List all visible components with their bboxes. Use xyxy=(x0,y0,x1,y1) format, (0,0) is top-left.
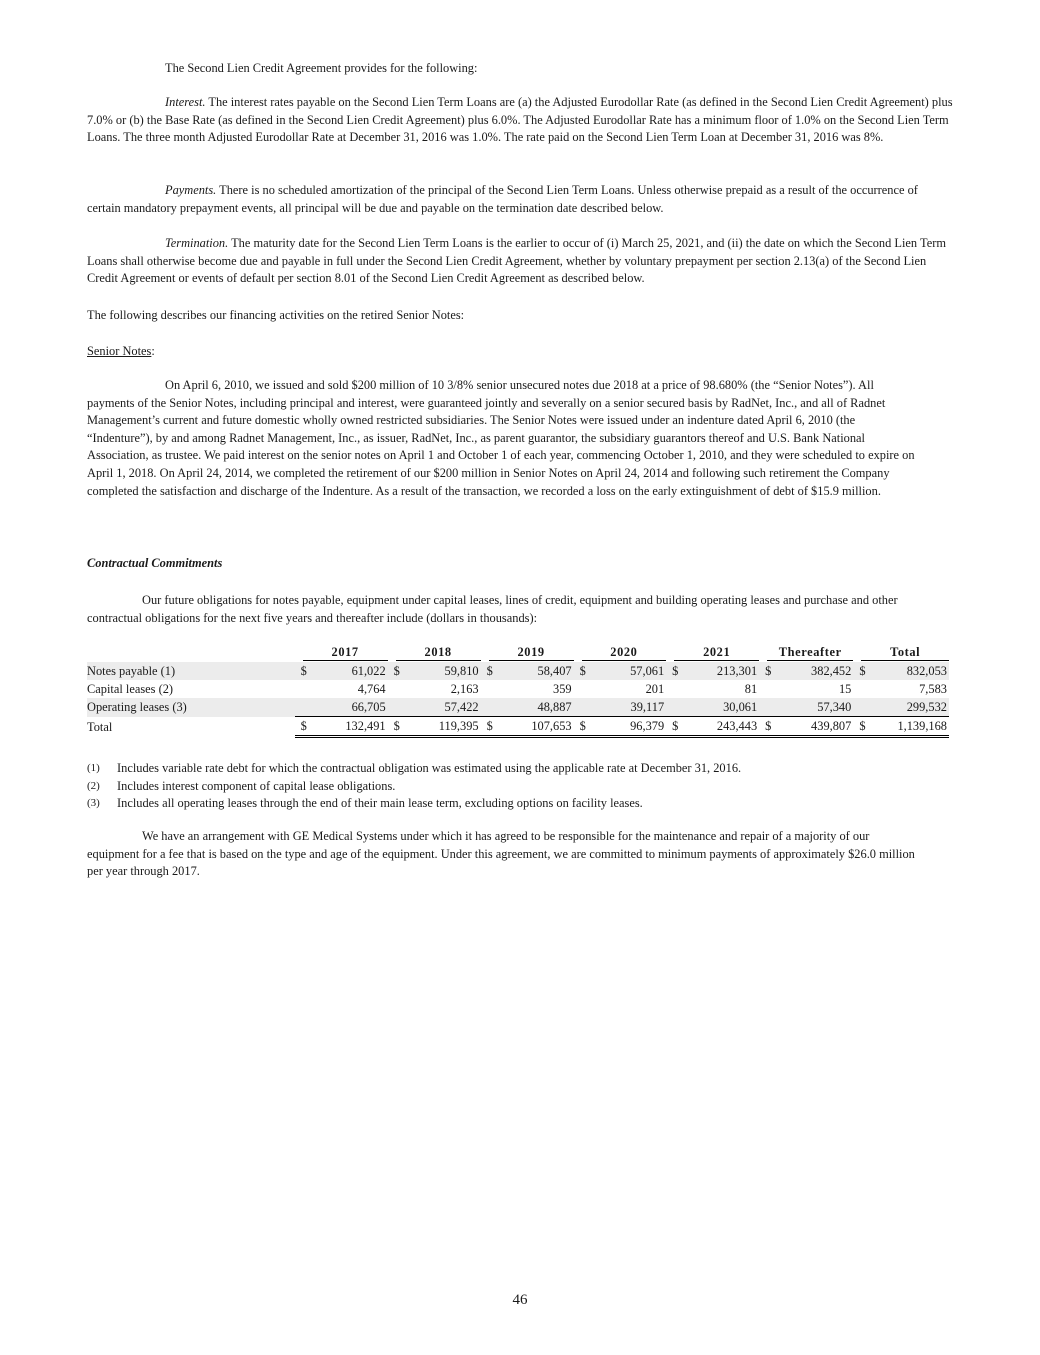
senior-notes-heading-text: Senior Notes xyxy=(87,344,152,358)
table-cell: 57,061 xyxy=(595,662,666,680)
retired-notes-intro: The following describes our financing activities on the retired Senior Notes: xyxy=(87,308,465,322)
footnote-text: Includes variable rate debt for which the contractual obligation was estimated using the applicable rate at December 31, 2016. xyxy=(117,761,742,775)
currency-symbol: $ xyxy=(759,662,781,680)
column-header: 2020 xyxy=(574,645,667,662)
footnotes xyxy=(87,760,953,813)
table-cell: 66,705 xyxy=(316,698,388,717)
ge-arrangement-paragraph: We have an arrangement with GE Medical Systems under which it has agreed to be responsible for the maintenance and repair of a majority of our equipment for a fee that is based on the type and age of the equipment. Under this agreement, we are committed to minimum payments of approximately $26.0 million per year through 2017. xyxy=(87,829,915,879)
footnote-text: Includes interest component of capital lease obligations. xyxy=(117,778,396,793)
column-header: 2017 xyxy=(295,645,388,662)
interest-text: The interest rates payable on the Second Lien Term Loans are (a) the Adjusted Eurodollar Rate (as defined in the Second Lien Credit Agreement) plus 7.0% or (b) the Base Rate (as defined in the Second Lien Credit Agreement) plus 6.0%. The Adjusted Eurodollar Rate has a minimum floor of 1.0% on the Second Lien Term Loans. The three month Adjusted Eurodollar Rate at December 31, 2016 was 1.0%. The rate paid on the Second Lien Term Loan at December 31, 2016 was 8%. xyxy=(87,95,953,145)
currency-symbol: $ xyxy=(759,717,781,737)
footnote-number: (3) xyxy=(87,797,100,810)
row-label: Capital leases (2) xyxy=(87,682,174,696)
column-header: Total xyxy=(853,645,949,662)
interest-label: Interest. xyxy=(165,95,206,109)
table-cell: 15 xyxy=(838,682,852,696)
table-cell: 382,452 xyxy=(781,662,854,680)
table-cell: 1,139,168 xyxy=(873,717,949,737)
senior-notes-paragraph: On April 6, 2010, we issued and sold $200 million of 10 3/8% senior unsecured notes due 2018 at a price of 98.680% (the “Senior Notes”). All payments of the Senior Notes, including principal and interest, were guaranteed jointly and severally on a senior secured basis by RadNet, Inc., and all of Radnet Management’s current and future domestic wholly owned restricted subsidiaries. The Senior Notes were issued under an indenture dated April 6, 2010 (the “Indenture”), by and among Radnet Management, Inc., as issuer, RadNet, Inc., as parent guarantor, the subsidiary guarantors thereof and U.S. Bank National Association, as trustee. We paid interest on the senior notes on April 1 and October 1 of each year, commencing October 1, 2010, and they were scheduled to expire on April 1, 2018. On April 24, 2014, we completed the retirement of our $200 million in Senior Notes on April 24, 2014 and following such retirement the Company completed the satisfaction and discharge of the Indenture. As a result of the transaction, we recorded a loss on the early extinguishment of debt of $15.9 million. xyxy=(87,378,915,498)
footnote-number: (1) xyxy=(87,762,100,774)
currency-symbol: $ xyxy=(853,717,872,737)
footnote xyxy=(87,795,953,813)
termination-label: Termination. xyxy=(165,236,229,250)
row-label: Notes payable (1) xyxy=(87,662,295,680)
table-cell: 213,301 xyxy=(687,662,759,680)
table-cell: 59,810 xyxy=(409,662,481,680)
row-label: Total xyxy=(87,719,113,734)
table-cell: 439,807 xyxy=(781,717,854,737)
contractual-obligations-table xyxy=(87,645,949,738)
table-row xyxy=(87,662,949,680)
payments-label: Payments. xyxy=(165,183,217,197)
table-cell: 61,022 xyxy=(316,662,388,680)
footnote xyxy=(87,778,953,796)
table-cell: 57,422 xyxy=(409,698,481,717)
footnote-number: (2) xyxy=(87,779,100,792)
table-cell: 2,163 xyxy=(450,682,479,696)
footnote-text: Includes all operating leases through the end of their main lease term, excluding options on facility leases. xyxy=(117,796,643,811)
column-header: 2019 xyxy=(481,645,574,662)
currency-symbol: $ xyxy=(481,662,502,680)
contractual-commitments-paragraph: Our future obligations for notes payable, equipment under capital leases, lines of credit, equipment and building operating leases and purchase and other contractual obligations for the next five years and thereafter include (dollars in thousands): xyxy=(87,593,898,625)
row-label: Operating leases (3) xyxy=(87,698,295,717)
table-cell: 132,491 xyxy=(316,717,388,737)
table-header-row xyxy=(87,645,949,662)
table-header-label xyxy=(87,645,295,662)
termination-text: The maturity date for the Second Lien Term Loans is the earlier to occur of (i) March 25, 2021, and (ii) the date on which the Second Lien Term Loans shall otherwise become due and payable in full under the Second Lien Credit Agreement, whether by voluntary prepayment per section 2.13(a) of the Second Lien Credit Agreement or events of default per section 8.01 of the Second Lien Credit Agreement as described below. xyxy=(87,236,946,286)
senior-notes-colon: : xyxy=(151,344,155,358)
currency-symbol: $ xyxy=(574,717,595,737)
column-header: 2021 xyxy=(666,645,759,662)
table-cell: 4,764 xyxy=(357,682,386,696)
table-cell: 243,443 xyxy=(687,717,759,737)
table-cell: 96,379 xyxy=(595,717,666,737)
currency-symbol: $ xyxy=(295,662,316,680)
table-cell: 832,053 xyxy=(873,662,949,680)
currency-symbol: $ xyxy=(388,717,409,737)
table-cell: 39,117 xyxy=(595,698,666,717)
payments-text: There is no scheduled amortization of the principal of the Second Lien Term Loans. Unless otherwise prepaid as a result of the occurrence of certain mandatory prepayment events, all principal will be due and payable on the termination date described below. xyxy=(87,183,918,215)
table-row xyxy=(87,698,949,717)
table-row-total xyxy=(87,717,949,737)
table-cell: 30,061 xyxy=(687,698,759,717)
currency-symbol: $ xyxy=(853,662,872,680)
intro-paragraph: The Second Lien Credit Agreement provides for the following: xyxy=(165,61,478,75)
table-cell: 58,407 xyxy=(502,662,574,680)
senior-notes-heading xyxy=(87,343,953,361)
table-cell: 119,395 xyxy=(409,717,481,737)
payments-paragraph xyxy=(87,182,953,217)
table-cell: 299,532 xyxy=(873,698,949,717)
table-cell: 57,340 xyxy=(781,698,854,717)
footnote xyxy=(87,760,953,778)
currency-symbol: $ xyxy=(666,717,687,737)
page-number: 46 xyxy=(512,1292,528,1308)
termination-paragraph xyxy=(87,235,953,288)
currency-symbol: $ xyxy=(481,717,502,737)
currency-symbol: $ xyxy=(295,717,316,737)
table-cell: 48,887 xyxy=(502,698,574,717)
currency-symbol: $ xyxy=(574,662,595,680)
column-header: 2018 xyxy=(388,645,481,662)
column-header: Thereafter xyxy=(759,645,853,662)
contractual-commitments-heading: Contractual Commitments xyxy=(87,556,223,570)
table-row xyxy=(87,680,949,698)
interest-paragraph xyxy=(87,94,953,147)
table-cell: 107,653 xyxy=(502,717,574,737)
currency-symbol: $ xyxy=(666,662,687,680)
table-cell: 7,583 xyxy=(919,682,947,696)
currency-symbol: $ xyxy=(388,662,409,680)
table-cell: 81 xyxy=(744,682,758,696)
table-cell: 201 xyxy=(645,682,665,696)
table-cell: 359 xyxy=(553,682,572,696)
